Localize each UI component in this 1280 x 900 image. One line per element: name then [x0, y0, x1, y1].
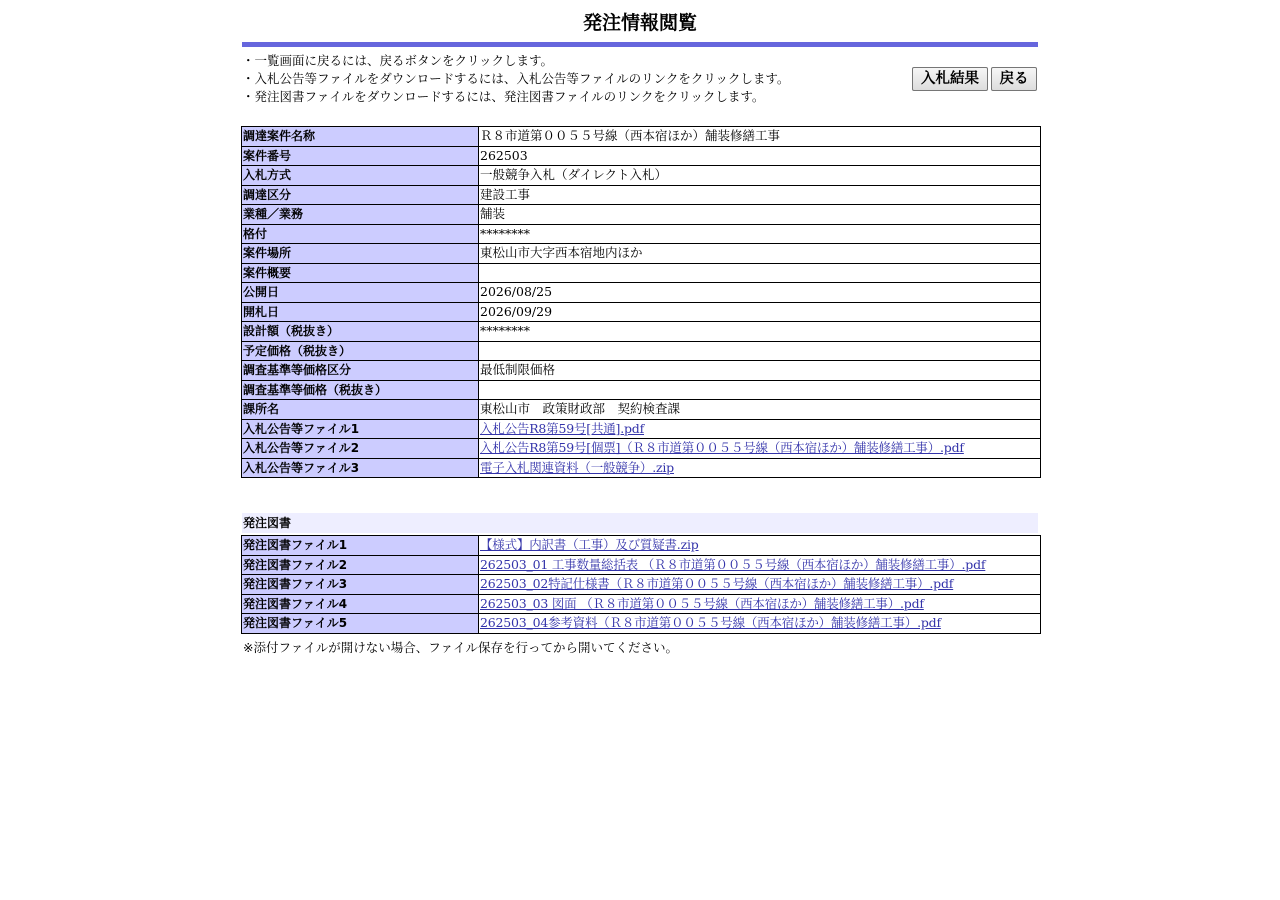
table-row [242, 575, 1041, 595]
table-row [242, 400, 1041, 420]
title-divider [242, 42, 1038, 47]
notice-file-link-2[interactable]: 入札公告R8第59号[個票]（Ｒ８市道第００５５号線（西本宿ほか）舗装修繕工事）.pdf [480, 440, 964, 456]
field-value-doc-file [479, 555, 1041, 575]
table-row [242, 283, 1041, 303]
field-label: 調達案件名称 [242, 127, 479, 147]
field-value-rating: ******** [479, 224, 1041, 244]
field-value-opening-date: 2026/09/29 [479, 302, 1041, 322]
table-row [242, 244, 1041, 264]
field-value-category: 建設工事 [479, 185, 1041, 205]
field-value-publish-date: 2026/08/25 [479, 283, 1041, 303]
table-row [242, 555, 1041, 575]
table-row [242, 380, 1041, 400]
field-label: 調達区分 [242, 185, 479, 205]
field-value-notice-file [479, 439, 1041, 459]
field-value-doc-file [479, 594, 1041, 614]
table-row [242, 166, 1041, 186]
field-value-notice-file [479, 419, 1041, 439]
field-value-summary [479, 263, 1041, 283]
page-title: 発注情報閲覧 [582, 12, 697, 34]
bid-result-button[interactable]: 入札結果 [912, 67, 988, 91]
field-value-case-name: Ｒ８市道第００５５号線（西本宿ほか）舗装修繕工事 [479, 127, 1041, 147]
order-docs-heading: 発注図書 [242, 513, 1038, 533]
field-value-notice-file [479, 458, 1041, 478]
table-row [242, 302, 1041, 322]
table-row [242, 263, 1041, 283]
doc-file-link-5[interactable]: 262503_04参考資料（Ｒ８市道第００５５号線（西本宿ほか）舗装修繕工事）.pdf [480, 615, 941, 631]
table-row [242, 205, 1041, 225]
field-value-department: 東松山市 政策財政部 契約検査課 [479, 400, 1041, 420]
notice-file-link-1[interactable]: 入札公告R8第59号[共通].pdf [480, 420, 645, 436]
attachment-note: ※添付ファイルが開けない場合、ファイル保存を行ってから開いてください。 [243, 640, 678, 655]
field-label: 格付 [242, 224, 479, 244]
field-label: 設計額（税抜き） [242, 322, 479, 342]
field-label: 入札方式 [242, 166, 479, 186]
field-label: 発注図書ファイル4 [242, 594, 479, 614]
table-row [242, 614, 1041, 634]
table-row [242, 439, 1041, 459]
field-value-doc-file [479, 536, 1041, 556]
instruction-line: ・発注図書ファイルをダウンロードするには、発注図書ファイルのリンクをクリックします。 [242, 89, 765, 104]
field-value-case-number: 262503 [479, 146, 1041, 166]
field-label: 入札公告等ファイル1 [242, 419, 479, 439]
instructions [242, 52, 902, 106]
back-button[interactable]: 戻る [991, 67, 1037, 91]
table-row [242, 458, 1041, 478]
notice-file-link-3[interactable]: 電子入札関連資料（一般競争）.zip [480, 459, 674, 475]
field-label: 案件場所 [242, 244, 479, 264]
table-row [242, 146, 1041, 166]
field-label: 発注図書ファイル2 [242, 555, 479, 575]
action-buttons [912, 67, 1039, 91]
field-label: 案件概要 [242, 263, 479, 283]
field-value-doc-file [479, 614, 1041, 634]
table-row [242, 127, 1041, 147]
doc-file-link-2[interactable]: 262503_01 工事数量総括表 （Ｒ８市道第００５５号線（西本宿ほか）舗装修繕工事）.pdf [480, 556, 986, 572]
field-value-bid-method: 一般競争入札（ダイレクト入札） [479, 166, 1041, 186]
field-value-price-category: 最低制限価格 [479, 361, 1041, 381]
field-label: 発注図書ファイル3 [242, 575, 479, 595]
doc-file-link-1[interactable]: 【様式】内訳書（工事）及び質疑書.zip [480, 537, 699, 553]
field-value-survey-price [479, 380, 1041, 400]
table-row [242, 185, 1041, 205]
table-row [242, 224, 1041, 244]
doc-file-link-4[interactable]: 262503_03 図面 （Ｒ８市道第００５５号線（西本宿ほか）舗装修繕工事）.pdf [480, 595, 924, 611]
field-label: 調査基準等価格（税抜き） [242, 380, 479, 400]
field-label: 予定価格（税抜き） [242, 341, 479, 361]
table-row [242, 322, 1041, 342]
instruction-line: ・入札公告等ファイルをダウンロードするには、入札公告等ファイルのリンクをクリックします。 [242, 71, 790, 86]
field-value-location: 東松山市大字西本宿地内ほか [479, 244, 1041, 264]
field-label: 課所名 [242, 400, 479, 420]
field-label: 業種／業務 [242, 205, 479, 225]
field-label: 案件番号 [242, 146, 479, 166]
table-row [242, 361, 1041, 381]
field-value-design-amount: ******** [479, 322, 1041, 342]
table-row [242, 419, 1041, 439]
doc-file-link-3[interactable]: 262503_02特記仕様書（Ｒ８市道第００５５号線（西本宿ほか）舗装修繕工事）.pdf [480, 576, 954, 592]
order-docs-table [241, 535, 1041, 634]
table-row [242, 536, 1041, 556]
field-label: 発注図書ファイル1 [242, 536, 479, 556]
field-value-industry: 舗装 [479, 205, 1041, 225]
field-label: 入札公告等ファイル3 [242, 458, 479, 478]
table-row [242, 341, 1041, 361]
field-label: 調査基準等価格区分 [242, 361, 479, 381]
field-label: 公開日 [242, 283, 479, 303]
table-row [242, 594, 1041, 614]
field-value-doc-file [479, 575, 1041, 595]
field-value-planned-price [479, 341, 1041, 361]
field-label: 開札日 [242, 302, 479, 322]
field-label: 発注図書ファイル5 [242, 614, 479, 634]
field-label: 入札公告等ファイル2 [242, 439, 479, 459]
instruction-line: ・一覧画面に戻るには、戻るボタンをクリックします。 [242, 53, 554, 68]
procurement-details-table [241, 126, 1041, 478]
